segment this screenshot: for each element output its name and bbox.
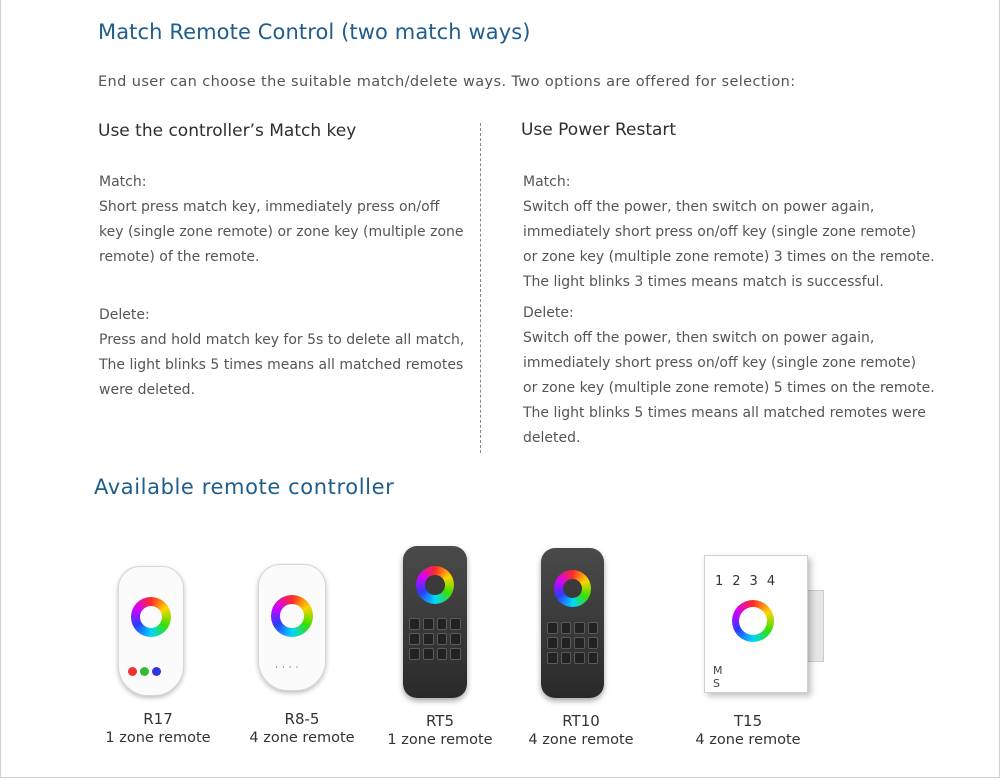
left-match-line: remote) of the remote. [99,249,260,265]
color-wheel-icon [732,600,774,642]
right-delete-label: Delete: [523,305,574,321]
right-match-line: The light blinks 3 times means match is successful. [523,274,884,290]
left-match-line: key (single zone remote) or zone key (multiple zone [99,224,464,240]
blue-button-icon [152,667,161,676]
left-match-section [99,170,499,270]
zone-keys-icon: ···· [275,663,303,673]
right-delete-line: deleted. [523,430,581,446]
right-match-line: or zone key (multiple zone remote) 3 times on the remote. [523,249,935,265]
right-delete-line: Switch off the power, then switch on power again, [523,330,875,346]
left-delete-line: Press and hold match key for 5s to delete all match, [99,332,465,348]
product-name: T15 [733,712,763,730]
right-match-line: Switch off the power, then switch on power again, [523,199,875,215]
right-delete-line: or zone key (multiple zone remote) 5 times on the remote. [523,380,935,396]
right-delete-line: The light blinks 5 times means all matched remotes were [523,405,926,421]
product-desc: 4 zone remote [695,732,801,748]
right-match-label: Match: [523,174,571,190]
product-rt10 [511,712,651,748]
rt10-keypad [547,622,598,664]
left-delete-section [99,303,499,403]
t15-panel-image [704,555,808,693]
page-title: Match Remote Control (two match ways) [98,20,531,44]
red-button-icon [128,667,137,676]
product-name: RT10 [562,712,600,730]
color-wheel-icon [416,566,454,604]
right-match-section [523,170,943,295]
left-delete-line: The light blinks 5 times means all matched remotes [99,357,464,373]
product-name: R8-5 [284,710,320,728]
panel-zone-keys: 1234 [715,574,785,589]
green-button-icon [140,667,149,676]
left-delete-label: Delete: [99,307,150,323]
product-r8-5 [232,710,372,746]
r17-remote-image [118,566,184,696]
product-name: RT5 [425,712,455,730]
right-delete-line: immediately short press on/off key (single zone remote) [523,355,917,371]
product-desc: 1 zone remote [105,730,211,746]
color-wheel-icon [271,595,313,637]
left-delete-line: were deleted. [99,382,196,398]
right-match-line: immediately short press on/off key (single zone remote) [523,224,917,240]
product-t15 [678,712,818,748]
left-column-heading: Use the controller’s Match key [98,121,357,141]
product-r17 [88,710,228,746]
rt5-remote-image [403,546,467,698]
product-rt5 [370,712,510,748]
product-desc: 4 zone remote [249,730,355,746]
right-delete-section [523,301,943,451]
r8-5-remote-image [258,564,326,691]
left-match-line: Short press match key, immediately press on/off [99,199,440,215]
rt5-keypad [409,618,461,660]
color-wheel-icon [554,570,591,607]
product-name: R17 [143,710,173,728]
section-subtitle: Available remote controller [94,475,395,499]
left-match-label: Match: [99,174,147,190]
product-desc: 4 zone remote [528,732,634,748]
rt10-remote-image [541,548,604,698]
right-column-heading: Use Power Restart [521,120,677,140]
color-wheel-icon [131,597,171,637]
product-desc: 1 zone remote [387,732,493,748]
intro-text: End user can choose the suitable match/delete ways. Two options are offered for selection: [98,74,796,90]
panel-mode-keys: M S [713,664,767,690]
